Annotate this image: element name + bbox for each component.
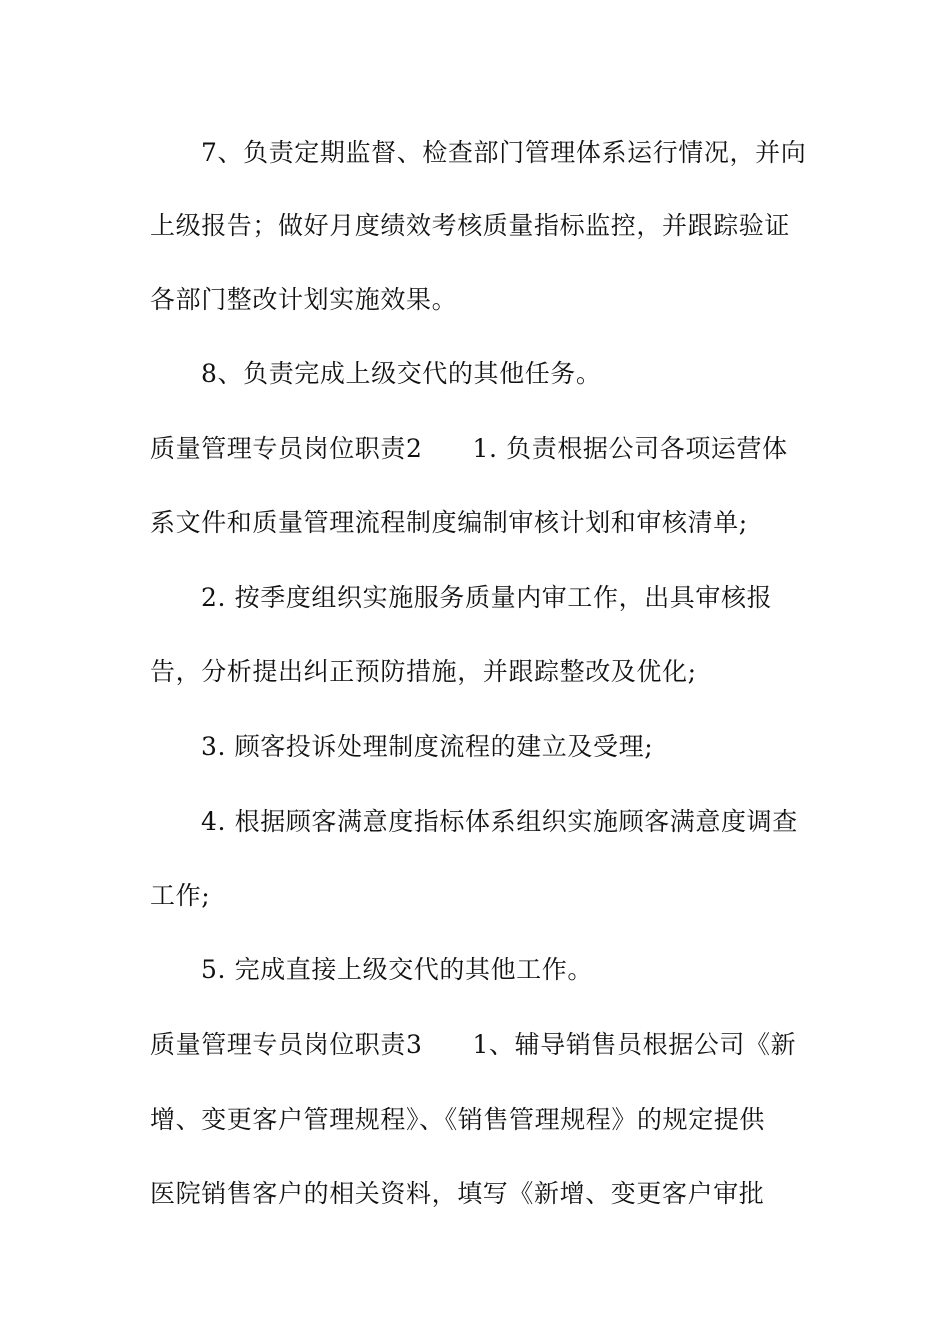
paragraph-line: 3. 顾客投诉处理制度流程的建立及受理;	[201, 732, 654, 761]
section-3-heading: 质量管理专员岗位职责3	[150, 1030, 423, 1059]
paragraph-line: 上级报告；做好月度绩效考核质量指标监控，并跟踪验证	[150, 211, 791, 240]
paragraph-line: 各部门整改计划实施效果。	[150, 285, 458, 314]
paragraph-line: 2. 按季度组织实施服务质量内审工作，出具审核报	[201, 583, 773, 612]
paragraph-line: 7、负责定期监督、检查部门管理体系运行情况，并向	[201, 138, 807, 167]
paragraph-line: 8、负责完成上级交代的其他任务。	[201, 359, 602, 388]
section-2-line	[150, 433, 810, 465]
paragraph-line: 系文件和质量管理流程制度编制审核计划和审核清单;	[150, 508, 748, 537]
paragraph-line: 5. 完成直接上级交代的其他工作。	[201, 955, 594, 984]
paragraph-line: 工作;	[150, 881, 211, 910]
paragraph-line: 告，分析提出纠正预防措施，并跟踪整改及优化;	[150, 657, 697, 686]
paragraph-line: 4. 根据顾客满意度指标体系组织实施顾客满意度调查	[201, 807, 798, 836]
section-2-heading: 质量管理专员岗位职责2	[150, 434, 423, 463]
paragraph-line: 医院销售客户的相关资料，填写《新增、变更客户审批	[150, 1179, 765, 1208]
section-2-first-item: 1. 负责根据公司各项运营体	[472, 434, 788, 463]
paragraph-line: 增、变更客户管理规程》、《销售管理规程》的规定提供	[150, 1105, 766, 1134]
section-3-line	[150, 1029, 810, 1061]
section-3-first-item: 1、辅导销售员根据公司《新	[472, 1030, 797, 1059]
